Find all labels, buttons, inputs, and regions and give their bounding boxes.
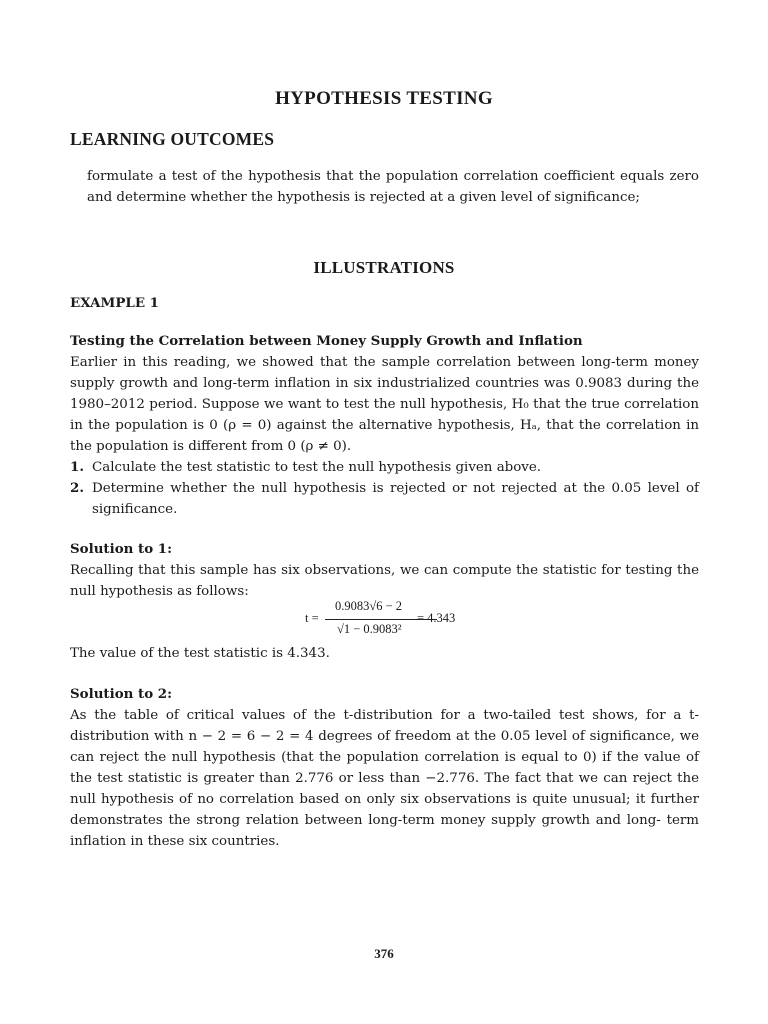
question-text: Determine whether the null hypothesis is rejected or not rejected at the 0.05 level of significance.	[92, 481, 699, 517]
question-item	[70, 478, 699, 520]
solution1-heading: Solution to 1:	[70, 541, 173, 557]
solution2-heading: Solution to 2:	[70, 686, 173, 702]
test-statistic-formula	[305, 599, 475, 641]
example-body	[70, 331, 699, 520]
formula-lhs: t =	[305, 611, 319, 625]
example-title: Testing the Correlation between Money Supply Growth and Inflation	[70, 333, 583, 349]
solution2-block	[70, 684, 699, 852]
question-item	[70, 457, 699, 478]
example-heading: EXAMPLE 1	[70, 295, 160, 311]
learning-outcomes-heading: LEARNING OUTCOMES	[70, 129, 275, 149]
solution1-block	[70, 539, 699, 602]
formula-numerator: 0.9083√6 − 2	[335, 599, 403, 613]
page-number: 376	[374, 946, 394, 961]
question-list	[70, 457, 699, 520]
question-number: 2.	[70, 480, 84, 496]
page-title: HYPOTHESIS TESTING	[275, 88, 493, 109]
solution1-result: The value of the test statistic is 4.343.	[70, 646, 330, 661]
question-number: 1.	[70, 459, 84, 475]
solution1-text: Recalling that this sample has six observations, we can compute the statistic for testing the null hypothesis as follows:	[70, 563, 699, 599]
formula-denominator: √1 − 0.9083²	[337, 622, 402, 636]
example-intro: Earlier in this reading, we showed that the sample correlation between long-term money supply growth and long-term inflation in six industrialized countries was 0.9083 during the 1980–2012 period. Suppose we want to test the null hypothesis, H₀ that the true correlation in the population is 0 (ρ = 0) against the alternative hypothesis, Hₐ, that the correlation in the population is different from 0 (ρ ≠ 0).	[70, 355, 699, 454]
formula-result: = 4.343	[417, 611, 456, 625]
learning-outcomes-text: formulate a test of the hypothesis that the population correlation coefficient equals zero and determine whether the hypothesis is rejected at a given level of significance;	[87, 169, 699, 205]
illustrations-heading: ILLUSTRATIONS	[313, 258, 455, 277]
question-text: Calculate the test statistic to test the null hypothesis given above.	[92, 460, 542, 475]
solution2-text: As the table of critical values of the t-distribution for a two-tailed test shows, for a t-distribution with n − 2 = 6 − 2 = 4 degrees of freedom at the 0.05 level of significance, we can reject the null hypothesis (that the population correlation is equal to 0) if the value of the test statistic is greater than 2.776 or less than −2.776. The fact that we can reject the null hypothesis of no correlation based on only six observations is quite unusual; it further demonstrates the strong relation between long-term money supply growth and long- term inflation in these six countries.	[70, 708, 699, 849]
